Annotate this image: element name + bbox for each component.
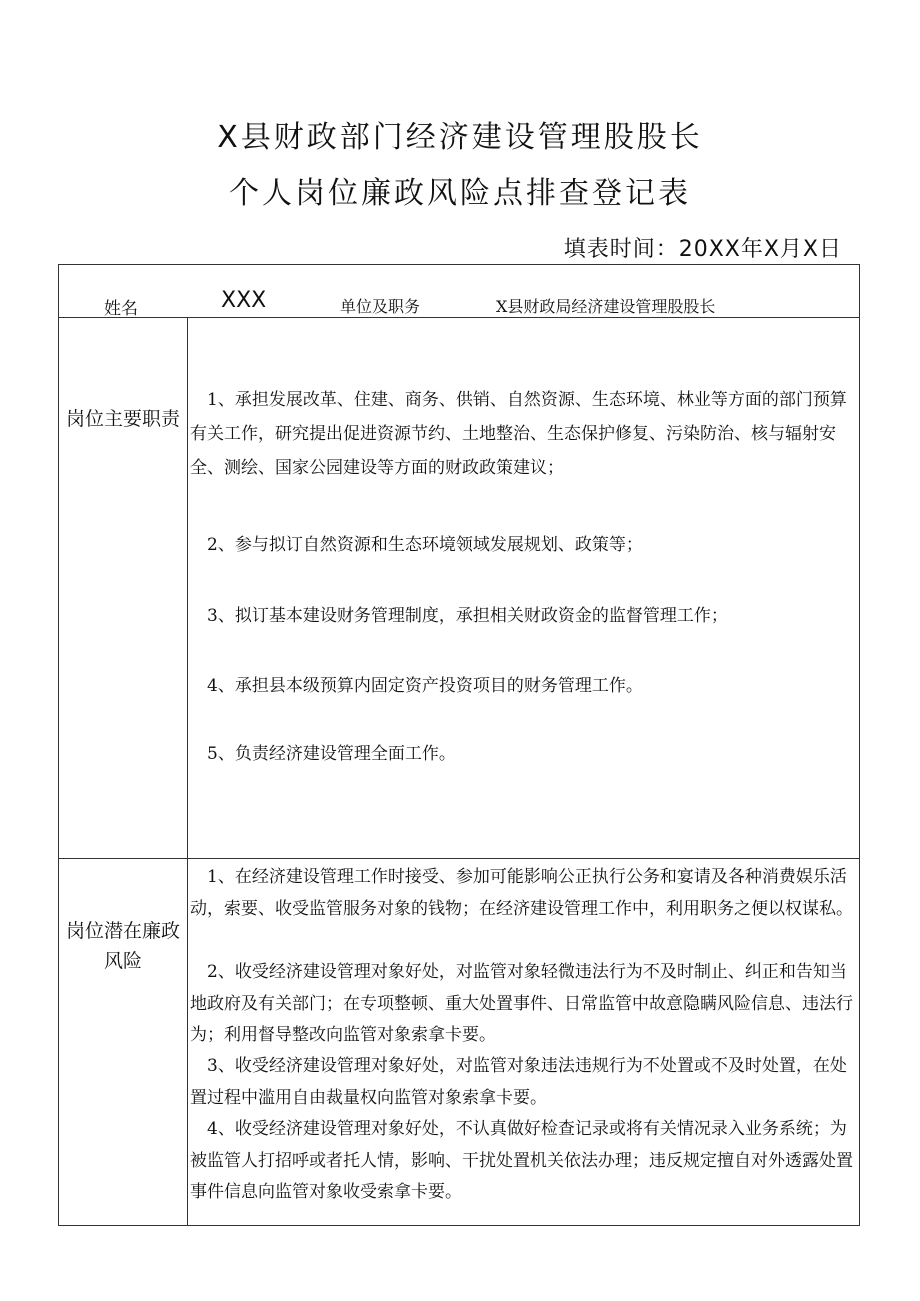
table-column-divider [187, 318, 188, 1225]
form-title-line-2: 个人岗位廉政风险点排查登记表 [229, 176, 691, 211]
duty-item: 4、承担县本级预算内固定资产投资项目的财务管理工作。 [207, 676, 643, 696]
risk-item: 2、收受经济建设管理对象好处，对监管对象轻微违法行为不及时制止、纠正和告知当地政府及有关部门；在专项整顿、重大处置事件、日常监管中故意隐瞒风险信息、违法行为；利用督导整改向监管对象索拿卡要。 [190, 962, 853, 1045]
name-label: 姓名 [104, 299, 138, 319]
duty-item: 3、拟订基本建设财务管理制度，承担相关财政资金的监督管理工作； [207, 606, 728, 626]
unit-position-value: X县财政局经济建设管理股股长 [496, 297, 716, 316]
risk-item: 1、在经济建设管理工作时接受、参加可能影响公正执行公务和宴请及各种消费娱乐活动，索要、收受监管服务对象的钱物；在经济建设管理工作中，利用职务之便以权谋私。 [190, 867, 853, 919]
risk-item: 3、收受经济建设管理对象好处，对监管对象违法违规行为不处置或不及时处置，在处置过程中滥用自由裁量权向监管对象索拿卡要。 [190, 1056, 847, 1108]
form-title-line-1: X县财政部门经济建设管理股股长 [217, 120, 703, 155]
duty-item: 2、参与拟订自然资源和生态环境领域发展规划、政策等； [207, 535, 643, 555]
duty-item: 5、负责经济建设管理全面工作。 [207, 744, 456, 764]
table-row-divider-header [58, 317, 860, 318]
name-value: XXX [221, 288, 267, 313]
duties-label: 岗位主要职责 [65, 408, 180, 430]
fill-date: 填表时间：20XX年X月X日 [563, 237, 842, 262]
table-row-divider-duties [58, 858, 860, 859]
unit-position-label: 单位及职务 [340, 297, 421, 316]
risk-item: 4、收受经济建设管理对象好处，不认真做好检查记录或将有关情况录入业务系统；为被监管人打招呼或者托人情，影响、干扰处置机关依法办理；违反规定擅自对外透露处置事件信息向监管对象收受索拿卡要。 [190, 1119, 853, 1202]
risks-label: 岗位潜在廉政风险 [65, 920, 180, 972]
duty-item: 1、承担发展改革、住建、商务、供销、自然资源、生态环境、林业等方面的部门预算有关工作，研究提出促进资源节约、土地整治、生态保护修复、污染防治、核与辐射安全、测绘、国家公园建设等方面的财政政策建议； [190, 390, 847, 478]
